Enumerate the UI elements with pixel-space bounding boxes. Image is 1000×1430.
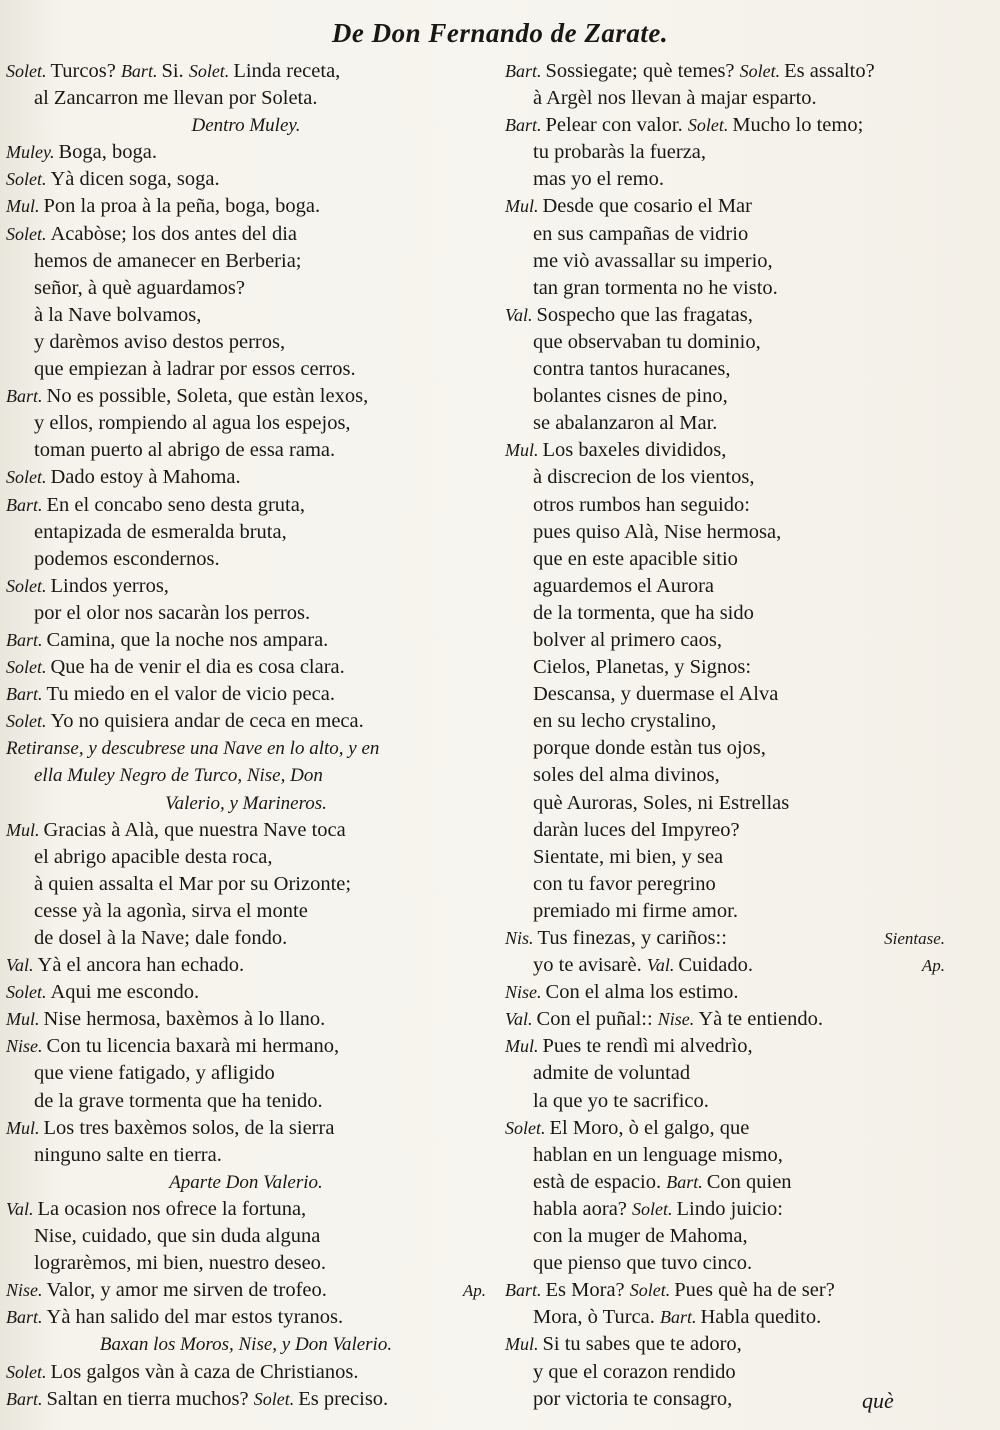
line-text: Yo no quisiera andar de ceca en meca.	[50, 710, 364, 733]
speaker-label: Bart.	[505, 1280, 542, 1301]
line-text: Si tu sabes que te adoro,	[542, 1333, 742, 1356]
stage-direction	[6, 790, 486, 817]
line-text: ella Muley Negro de Turco, Nise, Don	[34, 765, 323, 787]
speaker-label: Solet.	[6, 169, 47, 190]
line-text: Lindo juicio:	[676, 1197, 784, 1220]
line-text: toman puerto al abrigo de essa rama.	[34, 439, 336, 462]
line-text: soles del alma divinos,	[533, 764, 720, 787]
line-text: Sossiegate; què temes?	[545, 60, 740, 82]
verse-line	[6, 1250, 486, 1277]
line-text: Retiranse, y descubrese una Nave en lo alto, y en	[6, 738, 380, 760]
line-text: contra tantos huracanes,	[533, 358, 731, 381]
verse-line	[505, 627, 945, 654]
line-text: Boga, boga.	[58, 141, 157, 164]
line-text: mas yo el remo.	[533, 168, 664, 191]
line-text: habla aora?	[533, 1197, 633, 1220]
line-text: tu probaràs la fuerza,	[533, 141, 707, 164]
verse-line	[6, 1223, 486, 1250]
line-text: Tu miedo en el valor de vicio peca.	[46, 683, 335, 706]
speaker-label: Bart.	[505, 115, 542, 136]
line-text: de dosel à la Nave; dale fondo.	[34, 927, 288, 949]
line-text: al Zancarron me llevan por Soleta.	[34, 87, 318, 110]
line-text: que viene fatigado, y afligido	[34, 1062, 275, 1085]
verse-line	[505, 1006, 945, 1033]
verse-line	[505, 139, 945, 166]
verse-line	[505, 1088, 945, 1115]
line-text: à quien assalta el Mar por su Orizonte;	[34, 872, 352, 895]
aside-note: Ap.	[921, 956, 945, 976]
line-text: bolantes cisnes de pino,	[533, 385, 728, 408]
verse-line	[505, 1169, 945, 1196]
verse-line	[505, 871, 945, 898]
verse-line	[505, 708, 945, 735]
line-text: Habla quedito.	[700, 1306, 822, 1329]
line-text: que observaban tu dominio,	[533, 330, 761, 353]
verse-line	[505, 85, 945, 112]
speaker-label: Solet.	[632, 1198, 673, 1219]
verse-line	[6, 925, 486, 952]
verse-line	[6, 1115, 486, 1142]
verse-line	[6, 871, 486, 898]
line-text: Lindos yerros,	[50, 574, 169, 597]
line-text: Es Mora?	[545, 1279, 630, 1302]
line-text: à Argèl nos llevan à majar esparto.	[533, 87, 817, 110]
line-text: podemos escondernos.	[34, 547, 220, 570]
verse-line	[6, 817, 486, 844]
line-text: Aqui me escondo.	[50, 981, 200, 1004]
speaker-label: Solet.	[6, 711, 47, 732]
line-text: Camina, que la noche nos ampara.	[46, 628, 329, 651]
verse-line	[505, 979, 945, 1006]
catchword: què	[862, 1388, 894, 1413]
verse-line	[6, 85, 486, 112]
aside-note: Ap.	[462, 1281, 486, 1301]
speaker-label: Bart.	[6, 1388, 43, 1409]
speaker-label: Val.	[505, 1009, 533, 1030]
line-text: Sospecho que las fragatas,	[536, 303, 753, 326]
line-text: lograrèmos, mi bien, nuestro deseo.	[34, 1252, 327, 1275]
verse-line	[6, 979, 486, 1006]
speaker-label: Bart.	[505, 61, 542, 81]
line-text: Dentro Muley.	[191, 115, 301, 137]
line-text: Cielos, Planetas, y Signos:	[533, 656, 752, 679]
line-text: otros rumbos han seguido:	[533, 493, 750, 516]
stage-direction	[6, 735, 486, 762]
speaker-label: Bart.	[6, 629, 43, 650]
line-text: Baxan los Moros, Nise, y Don Valerio.	[99, 1334, 393, 1356]
line-text: con tu favor peregrino	[533, 872, 716, 895]
line-text: con la muger de Mahoma,	[533, 1225, 748, 1248]
verse-line	[505, 735, 945, 762]
verse-line	[6, 844, 486, 871]
speaker-label: Bart.	[6, 684, 43, 705]
speaker-label: Nise.	[657, 1009, 695, 1030]
line-text: que empiezan à ladrar por essos cerros.	[34, 358, 356, 381]
speaker-label: Nise.	[6, 1036, 43, 1057]
line-text: Pues te rendì mi alvedrìo,	[542, 1035, 753, 1058]
line-text: Con el puñal::	[536, 1008, 658, 1031]
verse-line	[505, 492, 945, 519]
speaker-label: Val.	[6, 1198, 34, 1219]
line-text: Que ha de venir el dia es cosa clara.	[50, 656, 345, 679]
verse-line	[505, 275, 945, 302]
speaker-label: Mul.	[505, 196, 539, 217]
speaker-label: Solet.	[6, 1361, 47, 1382]
verse-line	[6, 600, 486, 627]
line-text: Mora, ò Turca.	[533, 1306, 660, 1329]
verse-line	[505, 817, 945, 844]
line-text: Con tu licencia baxarà mi hermano,	[46, 1035, 340, 1058]
speaker-label: Bart.	[120, 61, 158, 81]
verse-line	[6, 573, 486, 600]
line-text: de la grave tormenta que ha tenido.	[34, 1089, 323, 1112]
verse-line	[505, 762, 945, 789]
line-text: hablan en un lenguage mismo,	[533, 1143, 783, 1166]
verse-line	[505, 248, 945, 275]
speaker-label: Solet.	[188, 61, 230, 81]
verse-line	[6, 58, 486, 85]
line-text: por victoria te consagro,	[533, 1387, 733, 1410]
running-header: De Don Fernando de Zarate.	[331, 18, 669, 48]
verse-line	[6, 193, 486, 220]
line-text: Es assalto?	[784, 60, 875, 82]
verse-line	[6, 654, 486, 681]
verse-line	[505, 1250, 945, 1277]
speaker-label: Bart.	[6, 386, 43, 407]
verse-line	[505, 1359, 945, 1386]
speaker-label: Nise.	[6, 1280, 43, 1301]
verse-line	[505, 58, 945, 85]
line-text: y que el corazon rendido	[533, 1360, 736, 1383]
speaker-label: Nise.	[505, 982, 542, 1003]
line-text: La ocasion nos ofrece la fortuna,	[37, 1197, 307, 1220]
line-text: y ellos, rompiendo al agua los espejos,	[34, 412, 351, 435]
speaker-label: Solet.	[687, 115, 729, 136]
line-text: ninguno salte en tierra.	[34, 1143, 222, 1166]
verse-line	[505, 1277, 945, 1304]
verse-line	[6, 248, 486, 275]
line-text: Desde que cosario el Mar	[542, 195, 752, 218]
line-text: à discrecion de los vientos,	[533, 466, 755, 489]
line-text: pues quiso Alà, Nise hermosa,	[533, 520, 782, 543]
line-text: Los baxeles divididos,	[542, 439, 727, 462]
verse-line	[505, 681, 945, 708]
verse-line	[6, 329, 486, 356]
verse-line	[505, 898, 945, 925]
speaker-label: Val.	[646, 955, 675, 976]
verse-line	[6, 221, 486, 248]
verse-line	[505, 356, 945, 383]
verse-line	[6, 627, 486, 654]
line-text: yo te avisarè.	[533, 954, 647, 977]
left-column	[6, 58, 486, 1413]
line-text: Turcos?	[50, 60, 121, 82]
verse-line	[505, 437, 945, 464]
verse-line	[6, 1359, 486, 1386]
stage-direction	[6, 112, 486, 139]
verse-line	[505, 925, 945, 952]
line-text: que en este apacible sitio	[533, 547, 738, 570]
line-text: entapizada de esmeralda bruta,	[34, 520, 287, 543]
line-text: à la Nave bolvamos,	[34, 303, 202, 326]
speaker-label: Solet.	[253, 1388, 295, 1409]
right-column	[505, 58, 945, 1413]
verse-line	[505, 1115, 945, 1142]
line-text: Aparte Don Valerio.	[169, 1171, 323, 1193]
speaker-label: Solet.	[629, 1280, 671, 1301]
line-text: hemos de amanecer en Berberia;	[34, 249, 302, 272]
line-text: admite de voluntad	[533, 1062, 691, 1085]
verse-line	[6, 275, 486, 302]
verse-line	[505, 790, 945, 817]
verse-line	[505, 654, 945, 681]
verse-line	[505, 546, 945, 573]
line-text: premiado mi firme amor.	[533, 899, 738, 922]
speaker-label: Mul.	[6, 819, 40, 840]
verse-line	[6, 1386, 486, 1413]
aside-note: Sientase.	[884, 929, 945, 948]
verse-line	[505, 600, 945, 627]
speaker-label: Nis.	[505, 928, 534, 948]
line-text: Los tres baxèmos solos, de la sierra	[43, 1116, 335, 1139]
line-text: aguardemos el Aurora	[533, 574, 715, 597]
line-text: en sus campañas de vidrio	[533, 222, 749, 245]
verse-line	[505, 112, 945, 139]
speaker-label: Solet.	[6, 657, 47, 678]
verse-line	[505, 1196, 945, 1223]
line-text: Sientate, mi bien, y sea	[533, 845, 724, 868]
verse-line	[505, 1223, 945, 1250]
verse-line	[505, 952, 945, 979]
speaker-label: Solet.	[6, 575, 47, 596]
speaker-label: Solet.	[6, 982, 47, 1003]
line-text: Yà dicen soga, soga.	[50, 168, 220, 191]
verse-line	[6, 546, 486, 573]
verse-line	[6, 139, 486, 166]
line-text: Nise, cuidado, que sin duda alguna	[34, 1225, 321, 1248]
verse-line	[505, 329, 945, 356]
verse-line	[6, 1196, 486, 1223]
verse-line	[6, 464, 486, 491]
verse-line	[6, 952, 486, 979]
speaker-label: Bart.	[6, 494, 43, 515]
stage-direction	[6, 762, 486, 789]
line-text: Con quien	[706, 1170, 792, 1193]
verse-line	[505, 193, 945, 220]
verse-line	[6, 1277, 486, 1304]
line-text: de la tormenta, que ha sido	[533, 601, 754, 624]
verse-line	[505, 1060, 945, 1087]
line-text: en su lecho crystalino,	[533, 710, 717, 733]
verse-line	[505, 166, 945, 193]
line-text: Yà el ancora han echado.	[37, 954, 245, 977]
line-text: el abrigo apacible desta roca,	[34, 845, 273, 868]
verse-line	[6, 1142, 486, 1169]
line-text: la que yo te sacrifico.	[533, 1089, 709, 1112]
verse-line	[505, 464, 945, 491]
speaker-label: Bart.	[666, 1171, 703, 1192]
line-text: y darèmos aviso destos perros,	[34, 330, 286, 353]
verse-line	[6, 1060, 486, 1087]
line-text: Pon la proa à la peña, boga, boga.	[43, 195, 321, 218]
line-text: Valor, y amor me sirven de trofeo.	[46, 1279, 327, 1302]
verse-line	[505, 519, 945, 546]
verse-line	[505, 383, 945, 410]
verse-line	[6, 898, 486, 925]
verse-line	[6, 383, 486, 410]
verse-line	[505, 844, 945, 871]
verse-line	[6, 1033, 486, 1060]
line-text: me viò avassallar su imperio,	[533, 249, 773, 272]
speaker-label: Mul.	[505, 1334, 539, 1355]
speaker-label: Bart.	[659, 1307, 697, 1328]
verse-line	[6, 437, 486, 464]
verse-line	[6, 708, 486, 735]
verse-line	[6, 410, 486, 437]
line-text: Pues què ha de ser?	[674, 1279, 835, 1302]
verse-line	[505, 410, 945, 437]
line-text: se abalanzaron al Mar.	[533, 412, 718, 435]
line-text: El Moro, ò el galgo, que	[549, 1116, 750, 1139]
line-text: bolver al primero caos,	[533, 628, 722, 651]
line-text: En el concabo seno desta gruta,	[46, 493, 305, 516]
line-text: No es possible, Soleta, que estàn lexos,	[46, 385, 369, 408]
line-text: Descansa, y duermase el Alva	[533, 683, 779, 706]
verse-line	[505, 1331, 945, 1358]
verse-line	[505, 1304, 945, 1331]
verse-line	[6, 1304, 486, 1331]
speaker-label: Muley.	[6, 142, 55, 163]
speaker-label: Mul.	[6, 196, 40, 217]
line-text: Cuidado.	[678, 954, 753, 977]
line-text: està de espacio.	[533, 1170, 667, 1193]
verse-line	[505, 302, 945, 329]
line-text: Con el alma los estimo.	[545, 981, 739, 1004]
speaker-label: Solet.	[6, 223, 47, 244]
verse-line	[505, 1142, 945, 1169]
speaker-label: Solet.	[739, 61, 781, 81]
line-text: Nise hermosa, baxèmos à lo llano.	[43, 1008, 326, 1031]
verse-line	[6, 519, 486, 546]
line-text: Valerio, y Marineros.	[165, 792, 327, 814]
line-text: por el olor nos sacaràn los perros.	[34, 601, 311, 624]
speaker-label: Mul.	[505, 1036, 539, 1057]
verse-line	[6, 166, 486, 193]
line-text: Yà te entiendo.	[698, 1008, 823, 1031]
line-text: Linda receta,	[233, 60, 341, 82]
line-text: daràn luces del Impyreo?	[533, 818, 740, 841]
line-text: Los galgos vàn à caza de Christianos.	[50, 1360, 359, 1383]
speaker-label: Mul.	[6, 1009, 40, 1030]
speaker-label: Bart.	[6, 1307, 43, 1328]
line-text: Es preciso.	[298, 1387, 389, 1410]
verse-line	[505, 1033, 945, 1060]
line-text: què Auroras, Soles, ni Estrellas	[533, 791, 790, 814]
line-text: tan gran tormenta no he visto.	[533, 276, 778, 299]
verse-line	[6, 356, 486, 383]
line-text: señor, à què aguardamos?	[34, 276, 245, 299]
line-text: Tus finezas, y cariños::	[537, 927, 727, 949]
line-text: Gracias à Alà, que nuestra Nave toca	[43, 818, 346, 841]
verse-line	[505, 221, 945, 248]
speaker-label: Solet.	[6, 467, 47, 488]
line-text: Acabòse; los dos antes del dia	[50, 222, 298, 245]
speaker-label: Val.	[505, 304, 533, 325]
verse-line	[505, 573, 945, 600]
verse-line	[6, 492, 486, 519]
speaker-label: Mul.	[6, 1117, 40, 1138]
line-text: Yà han salido del mar estos tyranos.	[46, 1306, 344, 1329]
stage-direction	[6, 1331, 486, 1358]
verse-line	[6, 302, 486, 329]
verse-line	[6, 1006, 486, 1033]
line-text: que pienso que tuvo cinco.	[533, 1252, 753, 1275]
verse-line	[6, 1088, 486, 1115]
speaker-label: Val.	[6, 955, 34, 976]
line-text: Si.	[161, 60, 189, 82]
stage-direction	[6, 1169, 486, 1196]
speaker-label: Solet.	[505, 1117, 546, 1138]
line-text: Pelear con valor.	[545, 114, 688, 137]
verse-line	[6, 681, 486, 708]
line-text: Saltan en tierra muchos?	[46, 1387, 254, 1410]
speaker-label: Solet.	[6, 61, 47, 81]
line-text: Mucho lo temo;	[732, 114, 864, 137]
line-text: Dado estoy à Mahoma.	[50, 466, 241, 489]
line-text: porque donde estàn tus ojos,	[533, 737, 766, 760]
line-text: cesse yà la agonìa, sirva el monte	[34, 899, 308, 922]
speaker-label: Mul.	[505, 440, 539, 461]
